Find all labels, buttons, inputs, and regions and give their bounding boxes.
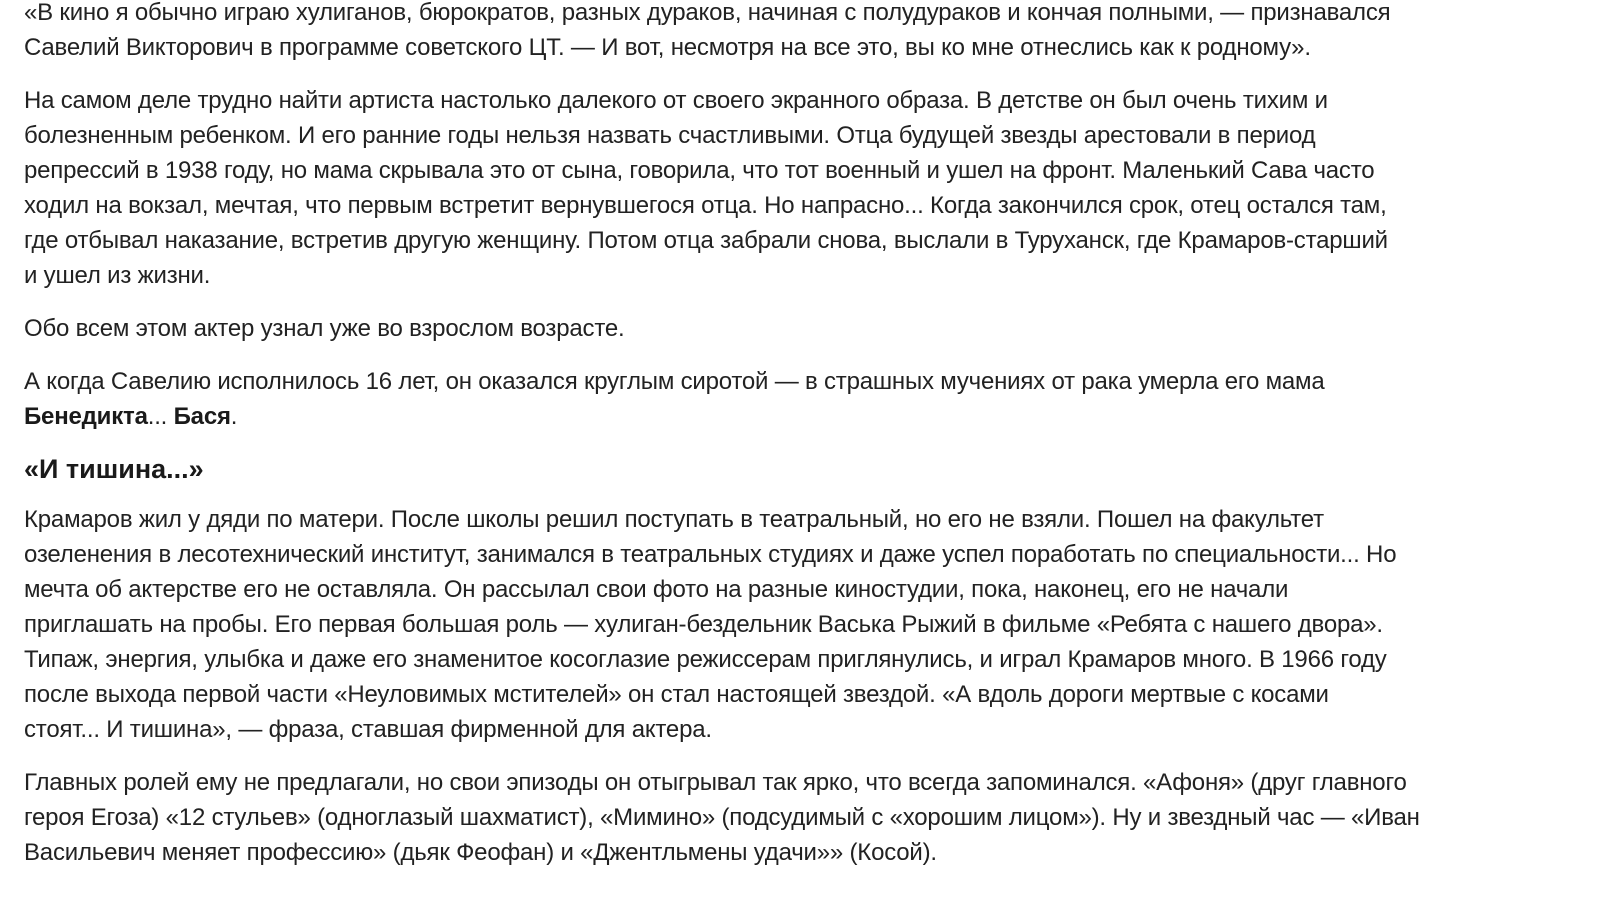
paragraph-childhood: На самом деле трудно найти артиста настолько далекого от своего экранного образа. В детстве он был очень тихим и болезненным ребенком. И его ранние годы нельзя назвать счастливыми. Отца будущей звезды арестовали в период репрессий в 1938 году, но мама скрывала это от сына, говорила, что тот военный и ушел на фронт. Маленький Сава часто ходил на вокзал, мечтая, что первым встретит вернувшегося отца. Но напрасно... Когда закончился срок, отец остался там, где отбывал наказание, встретив другую женщину. Потом отца забрали снова, выслали в Туруханск, где Крамаров-старший и ушел из жизни. bbox=[24, 87, 1388, 289]
name-basya: Бася bbox=[173, 403, 231, 430]
paragraph-orphan-text: А когда Савелию исполнилось 16 лет, он оказался круглым сиротой — в страшных мучениях от рака умерла его мама bbox=[24, 368, 1325, 395]
paragraph-roles: Главных ролей ему не предлагали, но свои эпизоды он отыгрывал так ярко, что всегда запоминался. «Афоня» (друг главного героя Егоза) «12 стульев» (одноглазый шахматист), «Мимино» (подсудимый с «хорошим лицом»). Ну и звездный час — «Иван Васильевич меняет профессию» (дьяк Феофан) и «Джентльмены удачи»» (Косой). bbox=[24, 769, 1420, 866]
ellipsis-separator: ... bbox=[147, 403, 174, 430]
period: . bbox=[230, 403, 238, 430]
name-benedikta: Бенедикта bbox=[24, 403, 148, 430]
paragraph-career: Крамаров жил у дяди по матери. После школы решил поступать в театральный, но его не взяли. Пошел на факультет озеленения в лесотехнический институт, занимался в театральных студиях и даже успел поработать по специальности... Но мечта об актерстве его не оставляла. Он рассылал свои фото на разные киностудии, пока, наконец, его не начали приглашать на пробы. Его первая большая роль — хулиган-бездельник Васька Рыжий в фильме «Ребята с нашего двора». Типаж, энергия, улыбка и даже его знаменитое косоглазие режиссерам приглянулись, и играл Крамаров много. В 1966 году после выхода первой части «Неуловимых мстителей» он стал настоящей звездой. «А вдоль дороги мертвые с косами стоят... И тишина», — фраза, ставшая фирменной для актера. bbox=[24, 506, 1397, 743]
paragraph-adulthood: Обо всем этом актер узнал уже во взрослом возрасте. bbox=[24, 315, 625, 342]
article-body bbox=[24, 0, 1584, 888]
paragraph-quote: «В кино я обычно играю хулиганов, бюрократов, разных дураков, начиная с полудураков и кончая полными, — признавался Савелий Викторович в программе советского ЦТ. — И вот, несмотря на все это, вы ко мне отнеслись как к родному». bbox=[24, 0, 1391, 61]
paragraph-orphan bbox=[24, 364, 1584, 434]
section-heading: «И тишина...» bbox=[24, 454, 204, 484]
